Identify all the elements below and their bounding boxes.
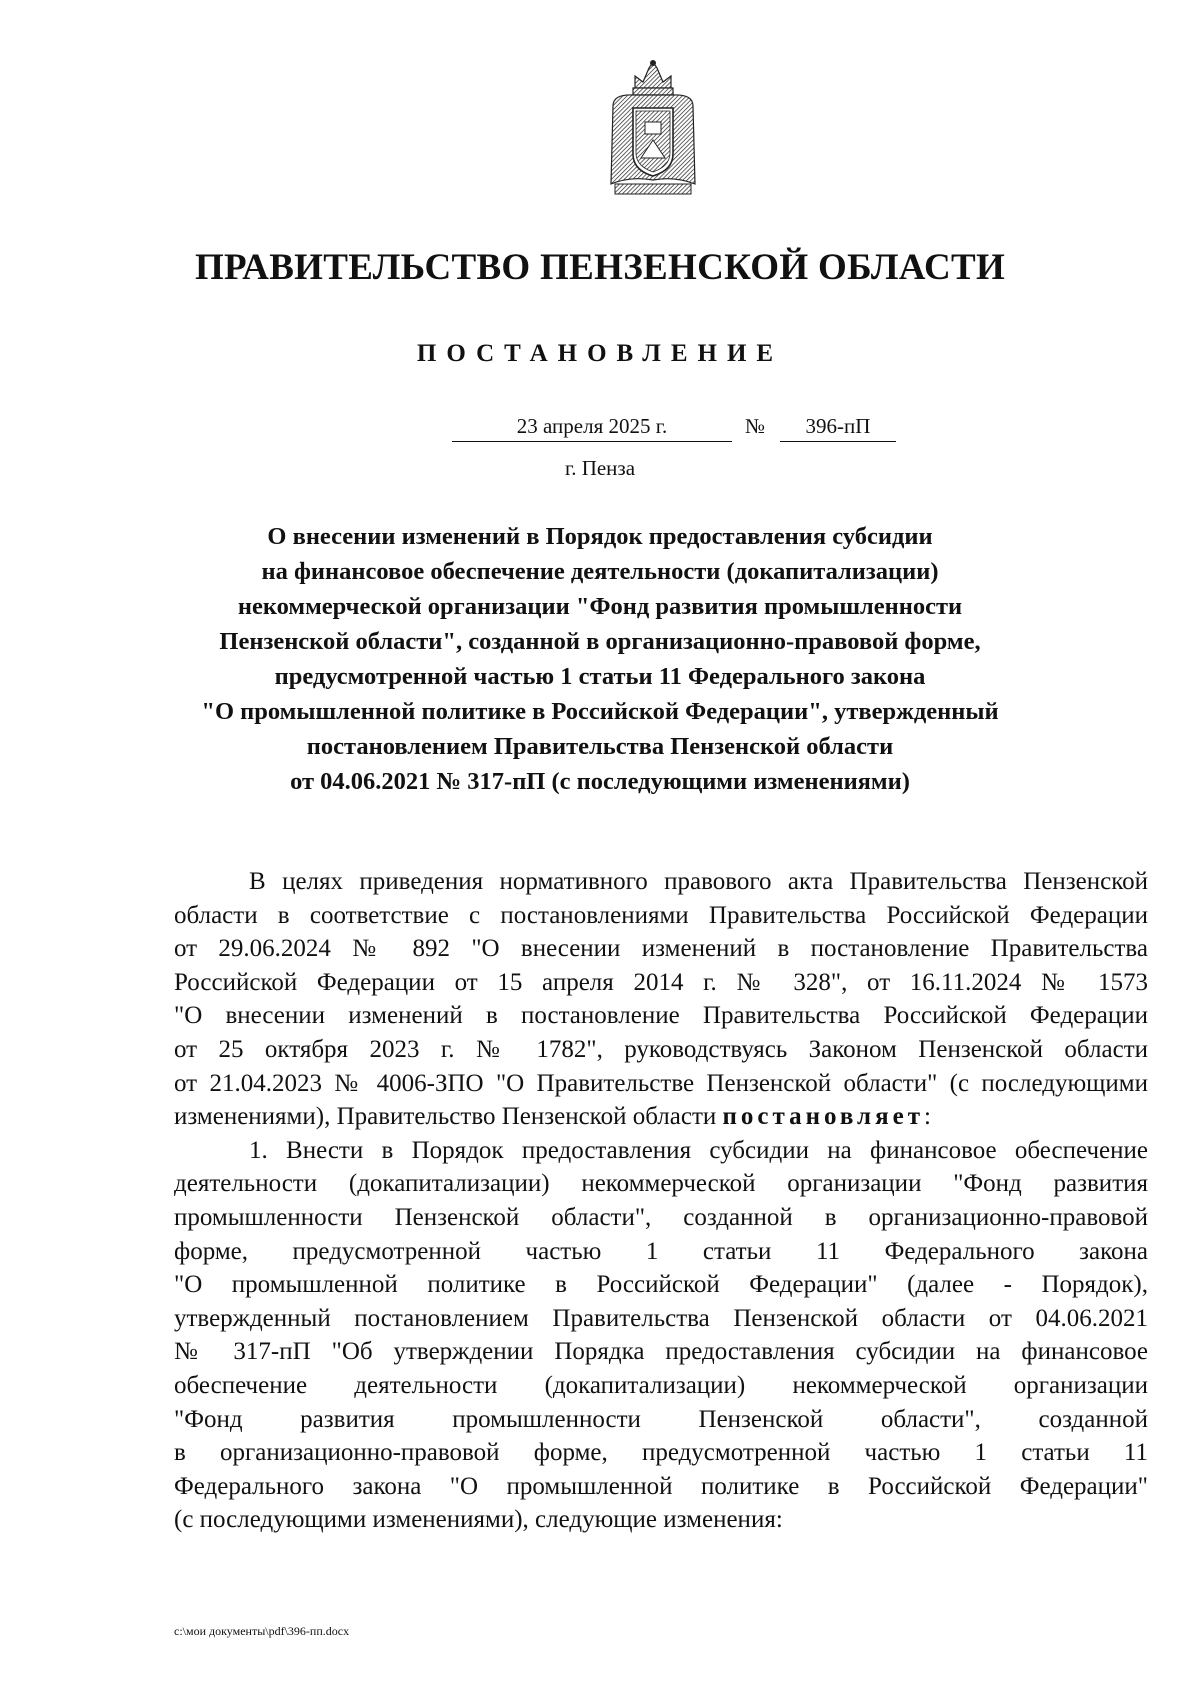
resolution-keyword: постановляет <box>722 1103 924 1131</box>
preamble-line: В целях приведения нормативного правового акта Правительства Пензенской <box>249 868 1148 895</box>
preamble-line: от 29.06.2024 № 892 "О внесении изменений в постановление Правительства <box>174 935 1148 963</box>
item1-line: в организационно-правовой форме, предусмотренной частью 1 статьи 11 <box>174 1439 1148 1467</box>
item1-line: № 317-пП "Об утверждении Порядка предоставления субсидии на финансовое <box>174 1338 1148 1366</box>
preamble-last-line <box>174 1100 1148 1134</box>
item1-line: утвержденный постановлением Правительства Пензенской области от 04.06.2021 <box>174 1304 1148 1332</box>
document-date: 23 апреля 2025 г. <box>516 414 668 438</box>
file-path-footer: c:\мои документы\pdf\396-пп.docx <box>174 1624 350 1638</box>
item1-line: (с последующими изменениями), следующие изменения: <box>174 1506 783 1534</box>
title-line: предусмотренной частью 1 статьи 11 Федерального закона <box>274 663 926 690</box>
item1-line: "О промышленной политике в Российской Федерации" (далее - Порядок), <box>174 1271 1148 1299</box>
preamble-line: Российской Федерации от 15 апреля 2014 г. № 328", от 16.11.2024 № 1573 <box>174 968 1148 996</box>
document-body <box>174 865 1148 1537</box>
title-line: "О промышленной политике в Российской Федерации", утвержденный <box>201 698 999 725</box>
title-line: на финансовое обеспечение деятельности (докапитализации) <box>261 558 939 585</box>
item1-line: форме, предусмотренной частью 1 статьи 11 Федерального закона <box>174 1237 1148 1265</box>
date-underline <box>452 441 732 442</box>
document-type: ПОСТАНОВЛЕНИЕ <box>416 340 784 367</box>
item1-line: Федерального закона "О промышленной политике в Российской Федерации" <box>174 1472 1148 1500</box>
title-line: некоммерческой организации "Фонд развития промышленности <box>237 593 963 620</box>
document-title <box>190 519 1010 799</box>
item1-line: обеспечение деятельности (докапитализации) некоммерческой организации <box>174 1371 1148 1399</box>
title-line: от 04.06.2021 № 317-пП (с последующими изменениями) <box>290 768 910 795</box>
title-line: Пензенской области", созданной в организационно-правовой форме, <box>219 628 981 655</box>
title-line: О внесении изменений в Порядок предоставления субсидии <box>267 523 933 550</box>
number-sign: № <box>745 414 766 438</box>
item1-line: промышленности Пензенской области", созданной в организационно-правовой <box>174 1203 1148 1231</box>
coat-of-arms-icon <box>605 58 701 198</box>
preamble-line: от 25 октября 2023 г. № 1782", руководствуясь Законом Пензенской области <box>174 1035 1148 1063</box>
authority-name: ПРАВИТЕЛЬСТВО ПЕНЗЕНСКОЙ ОБЛАСТИ <box>194 247 1006 288</box>
document-city: г. Пенза <box>564 456 636 480</box>
preamble-line: от 21.04.2023 № 4006-ЗПО "О Правительстве Пензенской области" (с последующими <box>174 1069 1148 1097</box>
item1-line: "Фонд развития промышленности Пензенской области", созданной <box>174 1405 1148 1433</box>
preamble-text: изменениями), Правительство Пензенской области <box>174 1103 717 1131</box>
preamble-line: "О внесении изменений в постановление Правительства Российской Федерации <box>174 1002 1148 1030</box>
title-line: постановлением Правительства Пензенской области <box>306 733 894 760</box>
preamble-colon: : <box>923 1103 931 1131</box>
item1-line: 1. Внести в Порядок предоставления субсидии на финансовое обеспечение <box>249 1136 1148 1164</box>
number-underline <box>780 441 896 442</box>
document-number: 396-пП <box>805 414 871 438</box>
preamble-line: области в соответствие с постановлениями Правительства Российской Федерации <box>174 901 1148 929</box>
item1-line: деятельности (докапитализации) некоммерческой организации "Фонд развития <box>174 1170 1148 1198</box>
